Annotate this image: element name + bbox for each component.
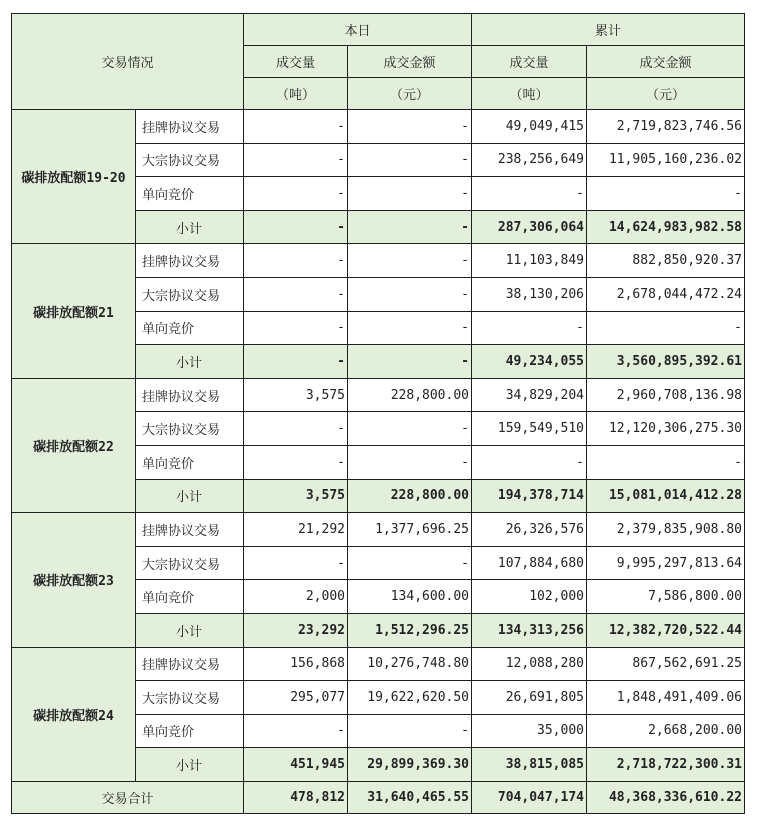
- value-cell: 10,276,748.80: [348, 647, 472, 681]
- value-cell: 2,960,708,136.98: [587, 378, 745, 412]
- value-cell: 14,624,983,982.58: [587, 210, 745, 244]
- category-label: 碳排放配额19-20: [12, 110, 136, 244]
- value-cell: -: [472, 445, 587, 479]
- value-cell: 1,377,696.25: [348, 513, 472, 547]
- table-row: [12, 647, 745, 681]
- category-label: 碳排放配额22: [12, 378, 136, 512]
- value-cell: -: [348, 714, 472, 748]
- header-today: 本日: [244, 14, 472, 46]
- value-cell: 2,678,044,472.24: [587, 277, 745, 311]
- value-cell: 15,081,014,412.28: [587, 479, 745, 513]
- trade-type-label: 挂牌协议交易: [136, 110, 244, 144]
- value-cell: 26,326,576: [472, 513, 587, 547]
- value-cell: -: [244, 345, 348, 379]
- trade-summary-table: [11, 13, 745, 814]
- header-trade-info: 交易情况: [12, 14, 244, 110]
- total-value-cell: 31,640,465.55: [348, 781, 472, 813]
- value-cell: 2,379,835,908.80: [587, 513, 745, 547]
- trade-type-label: 挂牌协议交易: [136, 647, 244, 681]
- value-cell: 156,868: [244, 647, 348, 681]
- trade-type-label: 单向竞价: [136, 311, 244, 345]
- value-cell: -: [244, 244, 348, 278]
- table-row: [12, 513, 745, 547]
- total-row: [12, 781, 745, 813]
- header-today-amount-unit: （元）: [348, 78, 472, 110]
- value-cell: 2,718,722,300.31: [587, 748, 745, 782]
- value-cell: 228,800.00: [348, 479, 472, 513]
- trade-type-label: 挂牌协议交易: [136, 513, 244, 547]
- value-cell: 29,899,369.30: [348, 748, 472, 782]
- value-cell: 12,120,306,275.30: [587, 412, 745, 446]
- trade-type-label: 单向竞价: [136, 714, 244, 748]
- value-cell: 867,562,691.25: [587, 647, 745, 681]
- value-cell: 2,000: [244, 580, 348, 614]
- value-cell: 21,292: [244, 513, 348, 547]
- value-cell: -: [348, 277, 472, 311]
- value-cell: 12,382,720,522.44: [587, 613, 745, 647]
- trade-type-label: 单向竞价: [136, 580, 244, 614]
- trade-type-label: 大宗协议交易: [136, 143, 244, 177]
- subtotal-label: 小计: [136, 479, 244, 513]
- header-today-volume-unit: （吨）: [244, 78, 348, 110]
- value-cell: 11,103,849: [472, 244, 587, 278]
- header-cum-volume: 成交量: [472, 46, 587, 78]
- value-cell: 35,000: [472, 714, 587, 748]
- value-cell: -: [472, 311, 587, 345]
- header-cum-amount: 成交金额: [587, 46, 745, 78]
- trade-type-label: 单向竞价: [136, 177, 244, 211]
- header-cum-amount-unit: （元）: [587, 78, 745, 110]
- value-cell: -: [244, 177, 348, 211]
- value-cell: 11,905,160,236.02: [587, 143, 745, 177]
- value-cell: -: [348, 110, 472, 144]
- total-label: 交易合计: [12, 781, 244, 813]
- total-value-cell: 478,812: [244, 781, 348, 813]
- value-cell: -: [348, 445, 472, 479]
- trade-type-label: 挂牌协议交易: [136, 378, 244, 412]
- value-cell: 228,800.00: [348, 378, 472, 412]
- subtotal-label: 小计: [136, 210, 244, 244]
- value-cell: 134,600.00: [348, 580, 472, 614]
- value-cell: 7,586,800.00: [587, 580, 745, 614]
- value-cell: -: [587, 445, 745, 479]
- value-cell: -: [348, 345, 472, 379]
- value-cell: -: [244, 210, 348, 244]
- value-cell: -: [348, 311, 472, 345]
- category-label: 碳排放配额24: [12, 647, 136, 781]
- value-cell: -: [244, 546, 348, 580]
- value-cell: -: [348, 177, 472, 211]
- value-cell: -: [348, 412, 472, 446]
- subtotal-label: 小计: [136, 345, 244, 379]
- value-cell: -: [244, 110, 348, 144]
- value-cell: 194,378,714: [472, 479, 587, 513]
- value-cell: 238,256,649: [472, 143, 587, 177]
- value-cell: 287,306,064: [472, 210, 587, 244]
- value-cell: -: [244, 143, 348, 177]
- value-cell: 102,000: [472, 580, 587, 614]
- value-cell: 34,829,204: [472, 378, 587, 412]
- value-cell: 38,815,085: [472, 748, 587, 782]
- value-cell: 295,077: [244, 681, 348, 715]
- header-today-amount: 成交金额: [348, 46, 472, 78]
- total-value-cell: 48,368,336,610.22: [587, 781, 745, 813]
- category-label: 碳排放配额23: [12, 513, 136, 647]
- trade-type-label: 挂牌协议交易: [136, 244, 244, 278]
- value-cell: 49,049,415: [472, 110, 587, 144]
- value-cell: -: [244, 412, 348, 446]
- trade-type-label: 大宗协议交易: [136, 681, 244, 715]
- value-cell: -: [472, 177, 587, 211]
- value-cell: 38,130,206: [472, 277, 587, 311]
- table-row: [12, 378, 745, 412]
- value-cell: 451,945: [244, 748, 348, 782]
- trade-type-label: 单向竞价: [136, 445, 244, 479]
- trade-type-label: 大宗协议交易: [136, 277, 244, 311]
- value-cell: -: [587, 311, 745, 345]
- value-cell: 3,575: [244, 479, 348, 513]
- value-cell: 19,622,620.50: [348, 681, 472, 715]
- value-cell: 2,668,200.00: [587, 714, 745, 748]
- header-today-volume: 成交量: [244, 46, 348, 78]
- value-cell: -: [348, 143, 472, 177]
- value-cell: 159,549,510: [472, 412, 587, 446]
- total-value-cell: 704,047,174: [472, 781, 587, 813]
- value-cell: 3,575: [244, 378, 348, 412]
- header-cumulative: 累计: [472, 14, 745, 46]
- value-cell: 882,850,920.37: [587, 244, 745, 278]
- table-row: [12, 244, 745, 278]
- subtotal-label: 小计: [136, 613, 244, 647]
- value-cell: -: [348, 210, 472, 244]
- value-cell: -: [244, 277, 348, 311]
- category-label: 碳排放配额21: [12, 244, 136, 378]
- value-cell: 12,088,280: [472, 647, 587, 681]
- header-cum-volume-unit: （吨）: [472, 78, 587, 110]
- value-cell: -: [244, 445, 348, 479]
- value-cell: 23,292: [244, 613, 348, 647]
- value-cell: 9,995,297,813.64: [587, 546, 745, 580]
- trade-type-label: 大宗协议交易: [136, 546, 244, 580]
- value-cell: -: [348, 244, 472, 278]
- value-cell: 26,691,805: [472, 681, 587, 715]
- value-cell: 49,234,055: [472, 345, 587, 379]
- value-cell: -: [244, 714, 348, 748]
- value-cell: 107,884,680: [472, 546, 587, 580]
- trade-type-label: 大宗协议交易: [136, 412, 244, 446]
- subtotal-label: 小计: [136, 748, 244, 782]
- table-row: [12, 110, 745, 144]
- value-cell: 1,512,296.25: [348, 613, 472, 647]
- value-cell: 2,719,823,746.56: [587, 110, 745, 144]
- value-cell: -: [587, 177, 745, 211]
- value-cell: 3,560,895,392.61: [587, 345, 745, 379]
- value-cell: 134,313,256: [472, 613, 587, 647]
- value-cell: -: [348, 546, 472, 580]
- value-cell: 1,848,491,409.06: [587, 681, 745, 715]
- value-cell: -: [244, 311, 348, 345]
